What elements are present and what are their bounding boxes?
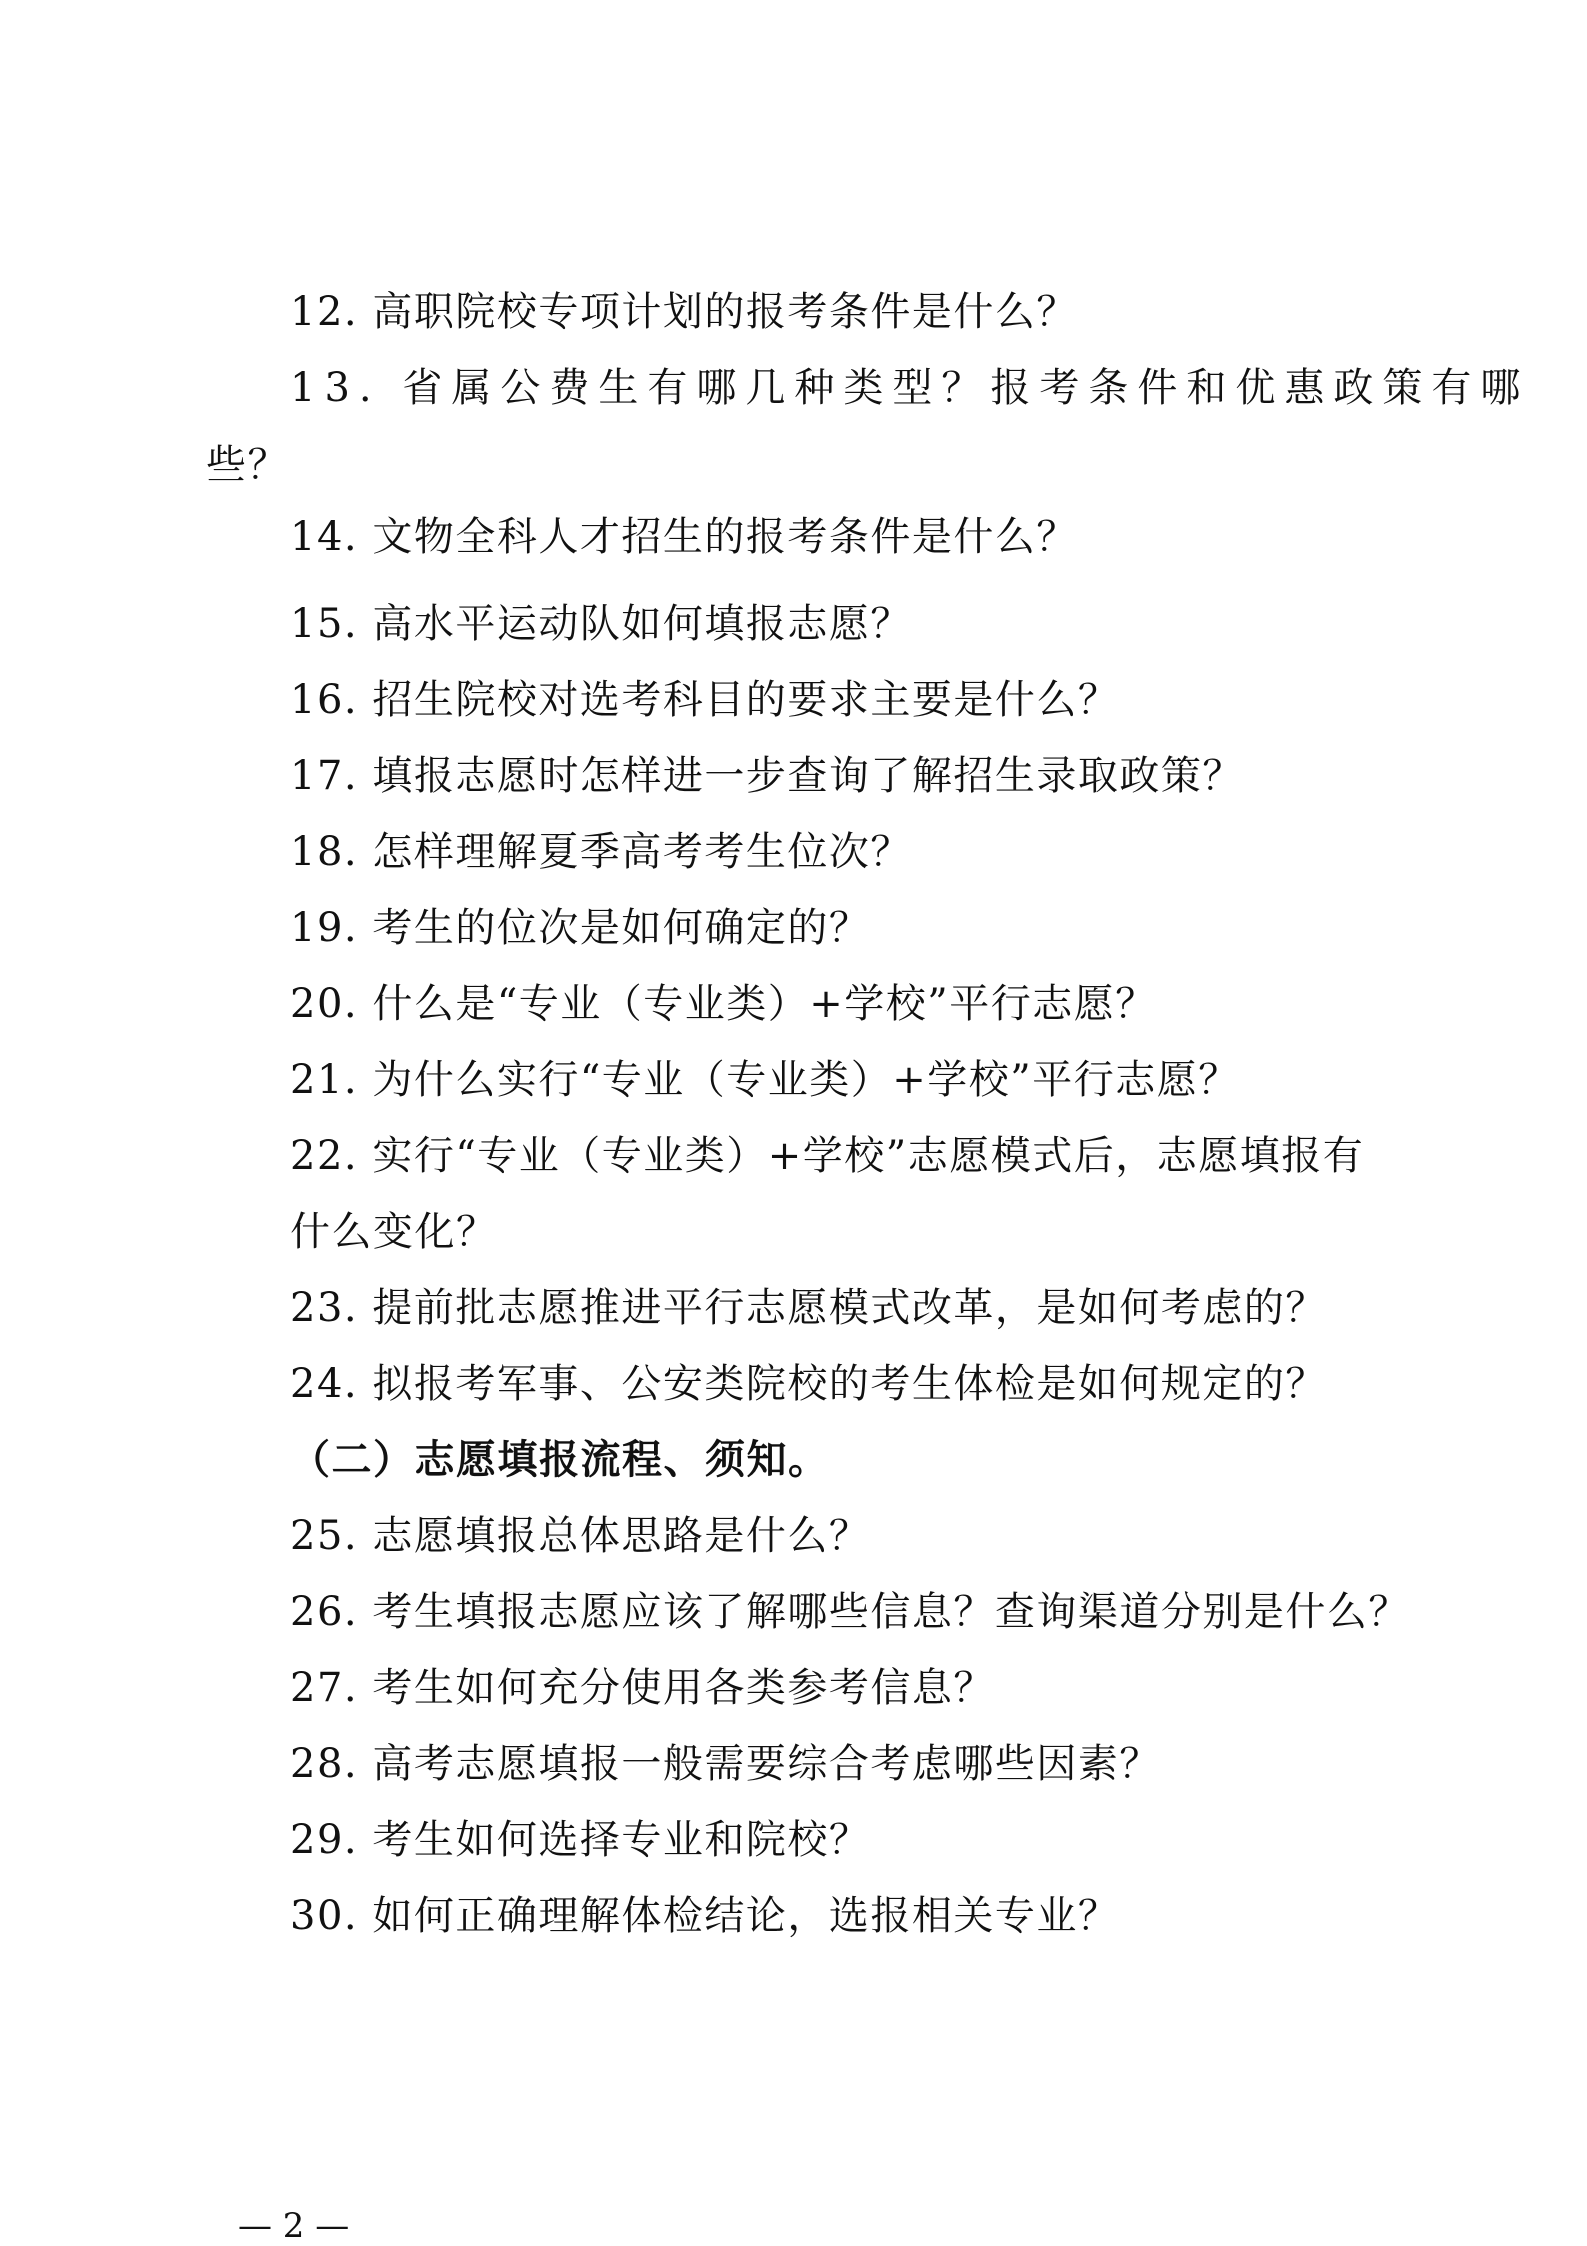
page-number: — 2 —	[238, 2206, 350, 2246]
question-22: 22. 实行“专业（专业类）+学校”志愿模式后，志愿填报有	[290, 1133, 1365, 1179]
section-heading: （二）志愿填报流程、须知。	[290, 1436, 830, 1483]
question-28: 28. 高考志愿填报一般需要综合考虑哪些因素？	[290, 1741, 1161, 1787]
question-20: 20. 什么是“专业（专业类）+学校”平行志愿？	[290, 981, 1157, 1027]
question-15: 15. 高水平运动队如何填报志愿？	[290, 601, 912, 647]
question-21: 21. 为什么实行“专业（专业类）+学校”平行志愿？	[290, 1057, 1240, 1103]
question-29: 29. 考生如何选择专业和院校？	[290, 1817, 871, 1863]
question-13: 13. 省属公费生有哪几种类型？报考条件和优惠政策有哪	[290, 365, 1530, 411]
question-27: 27. 考生如何充分使用各类参考信息？	[290, 1665, 995, 1711]
question-17: 17. 填报志愿时怎样进一步查询了解招生录取政策？	[290, 753, 1244, 799]
question-18: 18. 怎样理解夏季高考考生位次？	[290, 829, 912, 875]
question-16: 16. 招生院校对选考科目的要求主要是什么？	[290, 677, 1120, 723]
question-24: 24. 拟报考军事、公安类院校的考生体检是如何规定的？	[290, 1361, 1327, 1407]
question-19: 19. 考生的位次是如何确定的？	[290, 905, 871, 951]
question-12: 12. 高职院校专项计划的报考条件是什么？	[290, 289, 1078, 335]
question-23: 23. 提前批志愿推进平行志愿模式改革，是如何考虑的？	[290, 1285, 1327, 1331]
question-30: 30. 如何正确理解体检结论，选报相关专业？	[290, 1893, 1120, 1939]
question-25: 25. 志愿填报总体思路是什么？	[290, 1513, 871, 1559]
question-22-continuation: 什么变化？	[290, 1209, 498, 1255]
question-14: 14. 文物全科人才招生的报考条件是什么？	[290, 514, 1078, 560]
question-13-continuation: 些？	[206, 442, 289, 488]
question-26: 26. 考生填报志愿应该了解哪些信息？查询渠道分别是什么？	[290, 1589, 1410, 1635]
